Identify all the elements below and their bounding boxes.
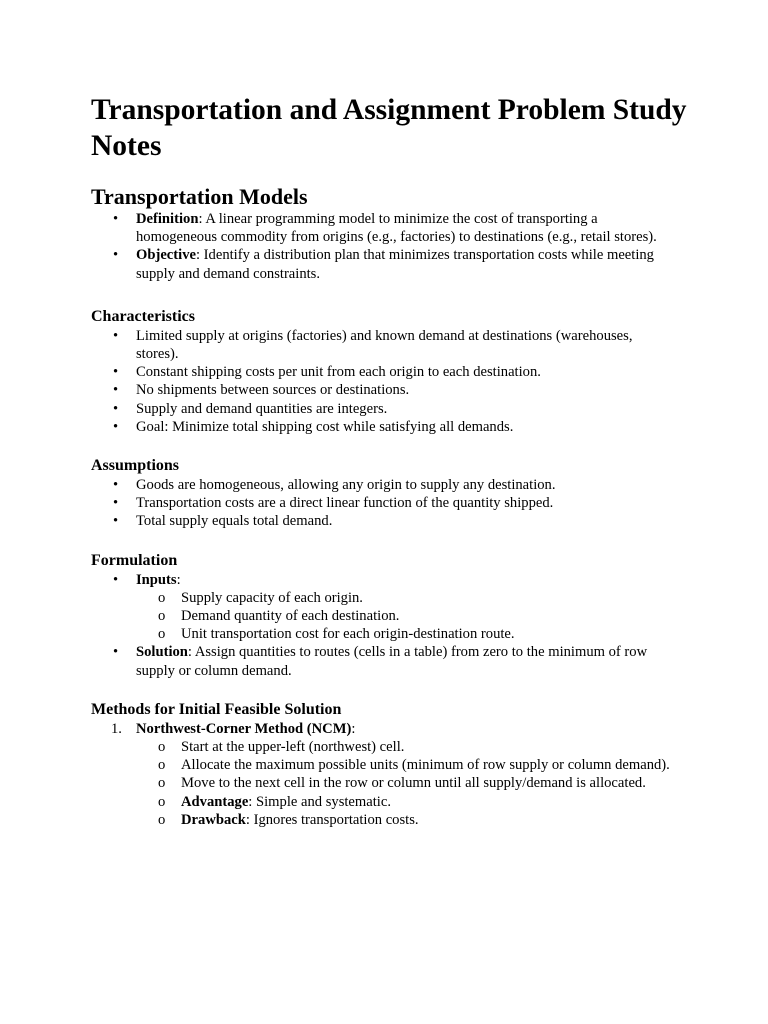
list-item: • Constant shipping costs per unit from each origin to each destination. [91, 363, 676, 381]
list-item: • Goods are homogeneous, allowing any origin to supply any destination. [91, 476, 676, 494]
document-title: Transportation and Assignment Problem Study Notes [91, 94, 687, 162]
ncm-steps-sublist [136, 738, 676, 829]
list-item [91, 720, 676, 829]
term-inputs: Inputs [136, 571, 177, 588]
ncm-suffix: : [351, 720, 356, 737]
sublist-item: o Demand quantity of each destination. [136, 607, 676, 625]
list-item: • Supply and demand quantities are integers. [91, 400, 676, 418]
list-item [91, 643, 676, 679]
formulation-list [91, 571, 676, 680]
list-item: • Goal: Minimize total shipping cost while satisfying all demands. [91, 418, 676, 436]
term-drawback: Drawback [181, 811, 246, 828]
subheading-characteristics: Characteristics [91, 307, 195, 325]
list-item: • Transportation costs are a direct linear function of the quantity shipped. [91, 494, 676, 512]
assumptions-list [91, 476, 676, 531]
section-heading-transportation-models: Transportation Models [91, 184, 308, 209]
list-item [91, 571, 676, 644]
sublist-item: o Unit transportation cost for each origin-destination route. [136, 625, 676, 643]
sublist-item: o Allocate the maximum possible units (minimum of row supply or column demand). [136, 756, 671, 774]
definitions-list [91, 210, 676, 283]
term-advantage: Advantage [181, 793, 249, 810]
drawback-text: : Ignores transportation costs. [245, 811, 419, 828]
sublist-item: o Supply capacity of each origin. [136, 589, 676, 607]
list-item [91, 210, 676, 246]
list-number: 1. [111, 720, 122, 737]
sublist-item: o Move to the next cell in the row or column until all supply/demand is allocated. [136, 774, 676, 792]
list-item: • Total supply equals total demand. [91, 512, 676, 530]
term-solution: Solution [136, 644, 188, 661]
methods-list [91, 720, 676, 829]
inputs-suffix: : [176, 571, 181, 588]
term-objective: Objective [136, 247, 196, 264]
inputs-sublist [136, 589, 676, 644]
subheading-assumptions: Assumptions [91, 457, 180, 475]
sublist-item [136, 793, 676, 811]
term-ncm: Northwest-Corner Method (NCM) [136, 720, 352, 737]
subheading-methods: Methods for Initial Feasible Solution [91, 700, 342, 718]
subheading-formulation: Formulation [91, 551, 178, 569]
list-item: • No shipments between sources or destinations. [91, 381, 676, 399]
objective-text: : Identify a distribution plan that minimizes transportation costs while meeting supply and demand constraints. [136, 247, 654, 282]
solution-text: : Assign quantities to routes (cells in a table) from zero to the minimum of row supply or column demand. [136, 644, 648, 679]
sublist-item [136, 811, 676, 829]
term-definition: Definition [136, 211, 199, 227]
definition-text: : A linear programming model to minimize the cost of transporting a homogeneous commodity from origins (e.g., factories) to destinations (e.g., retail stores). [136, 211, 657, 246]
characteristics-list [91, 327, 676, 436]
sublist-item: o Start at the upper-left (northwest) cell. [136, 738, 676, 756]
list-item [91, 246, 676, 282]
list-item: • Limited supply at origins (factories) and known demand at destinations (warehouses, stores). [91, 327, 676, 363]
advantage-text: : Simple and systematic. [248, 793, 391, 810]
